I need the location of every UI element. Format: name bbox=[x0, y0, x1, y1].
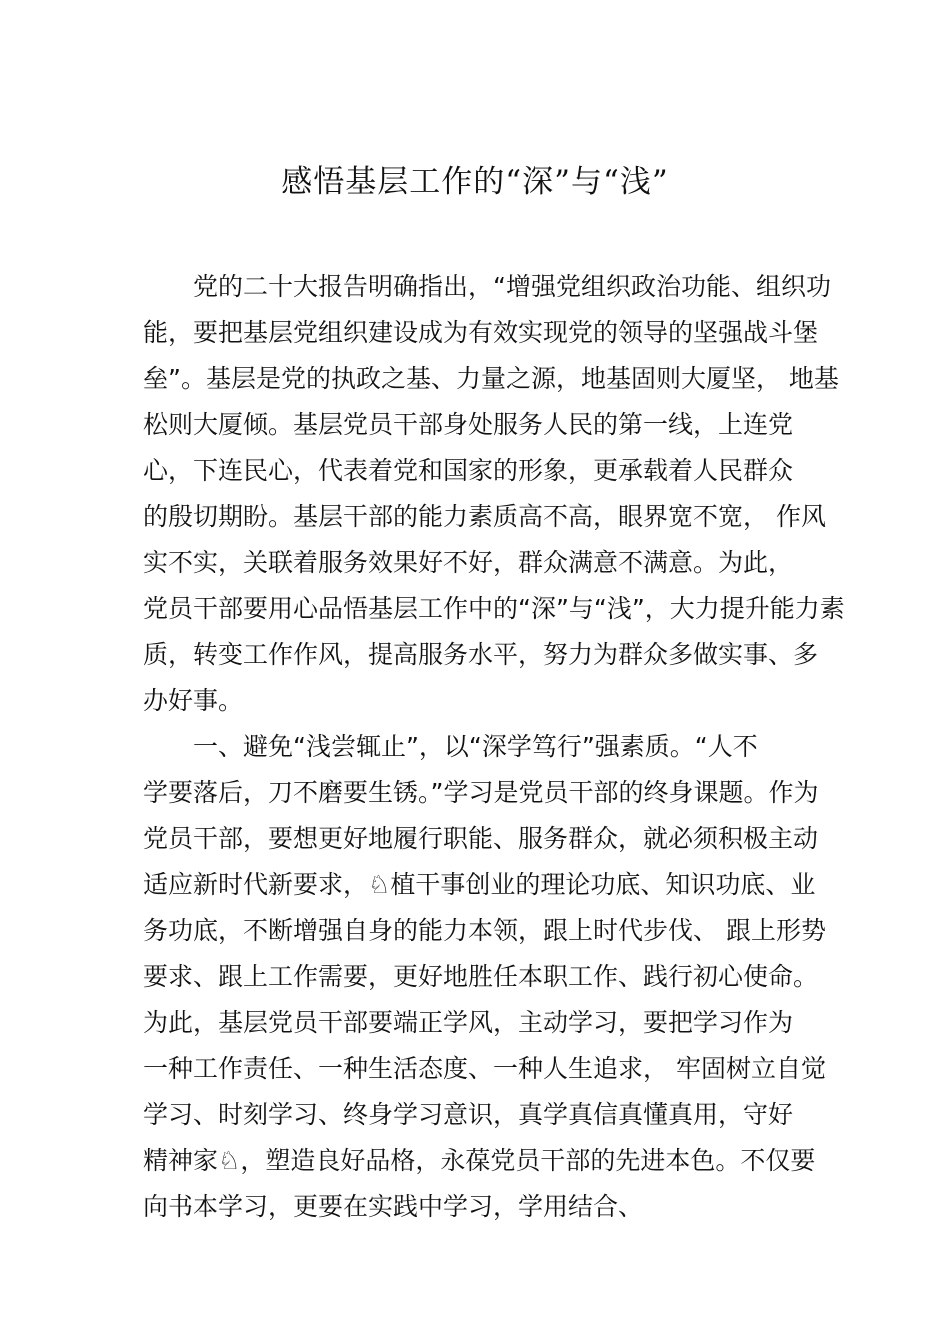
paragraph-line: 学要落后，刀不磨要生锈。”学习是党员干部的终身课题。作为 bbox=[143, 778, 819, 807]
section-heading-line: 一、避免“浅尝辄止”，以“深学笃行”强素质。“人不 bbox=[193, 732, 758, 761]
paragraph-line: 党员干部要用心品悟基层工作中的“深”与“浅”，大力提升能力素 bbox=[143, 594, 845, 623]
paragraph-line: 垒”。基层是党的执政之基、力量之源，地基固则大厦坚， 地基 bbox=[143, 364, 839, 393]
paragraph-line: 为此，基层党员干部要端正学风，主动学习，要把学习作为 bbox=[143, 1008, 794, 1037]
paragraph-line: 学习、时刻学习、终身学习意识，真学真信真懂真用，守好 bbox=[143, 1100, 794, 1129]
paragraph-line: 务功底，不断增强自身的能力本领，跟上时代步伐、 跟上形势 bbox=[143, 916, 826, 945]
paragraph-line: 适应新时代新要求，♘植干事创业的理论功底、知识功底、业 bbox=[143, 870, 816, 899]
paragraph-line: 心，下连民心，代表着党和国家的形象，更承载着人民群众 bbox=[143, 456, 794, 485]
paragraph-line: 党的二十大报告明确指出，“增强党组织政治功能、组织功 bbox=[193, 272, 831, 301]
paragraph-line: 精神家♘，塑造良好品格，永葆党员干部的先进本色。不仅要 bbox=[143, 1146, 816, 1175]
paragraph-line: 质，转变工作作风，提高服务水平，努力为群众多做实事、多 bbox=[143, 640, 819, 669]
paragraph-line: 要求、跟上工作需要，更好地胜任本职工作、践行初心使命。 bbox=[143, 962, 819, 991]
paragraph-line: 的殷切期盼。基层干部的能力素质高不高，眼界宽不宽， 作风 bbox=[143, 502, 826, 531]
document-body bbox=[143, 264, 845, 1230]
paragraph-line: 一种工作责任、一种生活态度、一种人生追求， 牢固树立自觉 bbox=[143, 1054, 826, 1083]
paragraph-line: 实不实，关联着服务效果好不好，群众满意不满意。为此， bbox=[143, 548, 794, 577]
paragraph-line: 向书本学习，更要在实践中学习，学用结合、 bbox=[143, 1192, 644, 1221]
paragraph-line: 松则大厦倾。基层党员干部身处服务人民的第一线，上连党 bbox=[143, 410, 794, 439]
paragraph-line: 能，要把基层党组织建设成为有效实现党的领导的坚强战斗堡 bbox=[143, 318, 819, 347]
paragraph-line: 党员干部，要想更好地履行职能、服务群众，就必须积极主动 bbox=[143, 824, 819, 853]
document-title: 感悟基层工作的“深”与“浅” bbox=[281, 164, 669, 200]
paragraph-line: 办好事。 bbox=[143, 686, 244, 715]
